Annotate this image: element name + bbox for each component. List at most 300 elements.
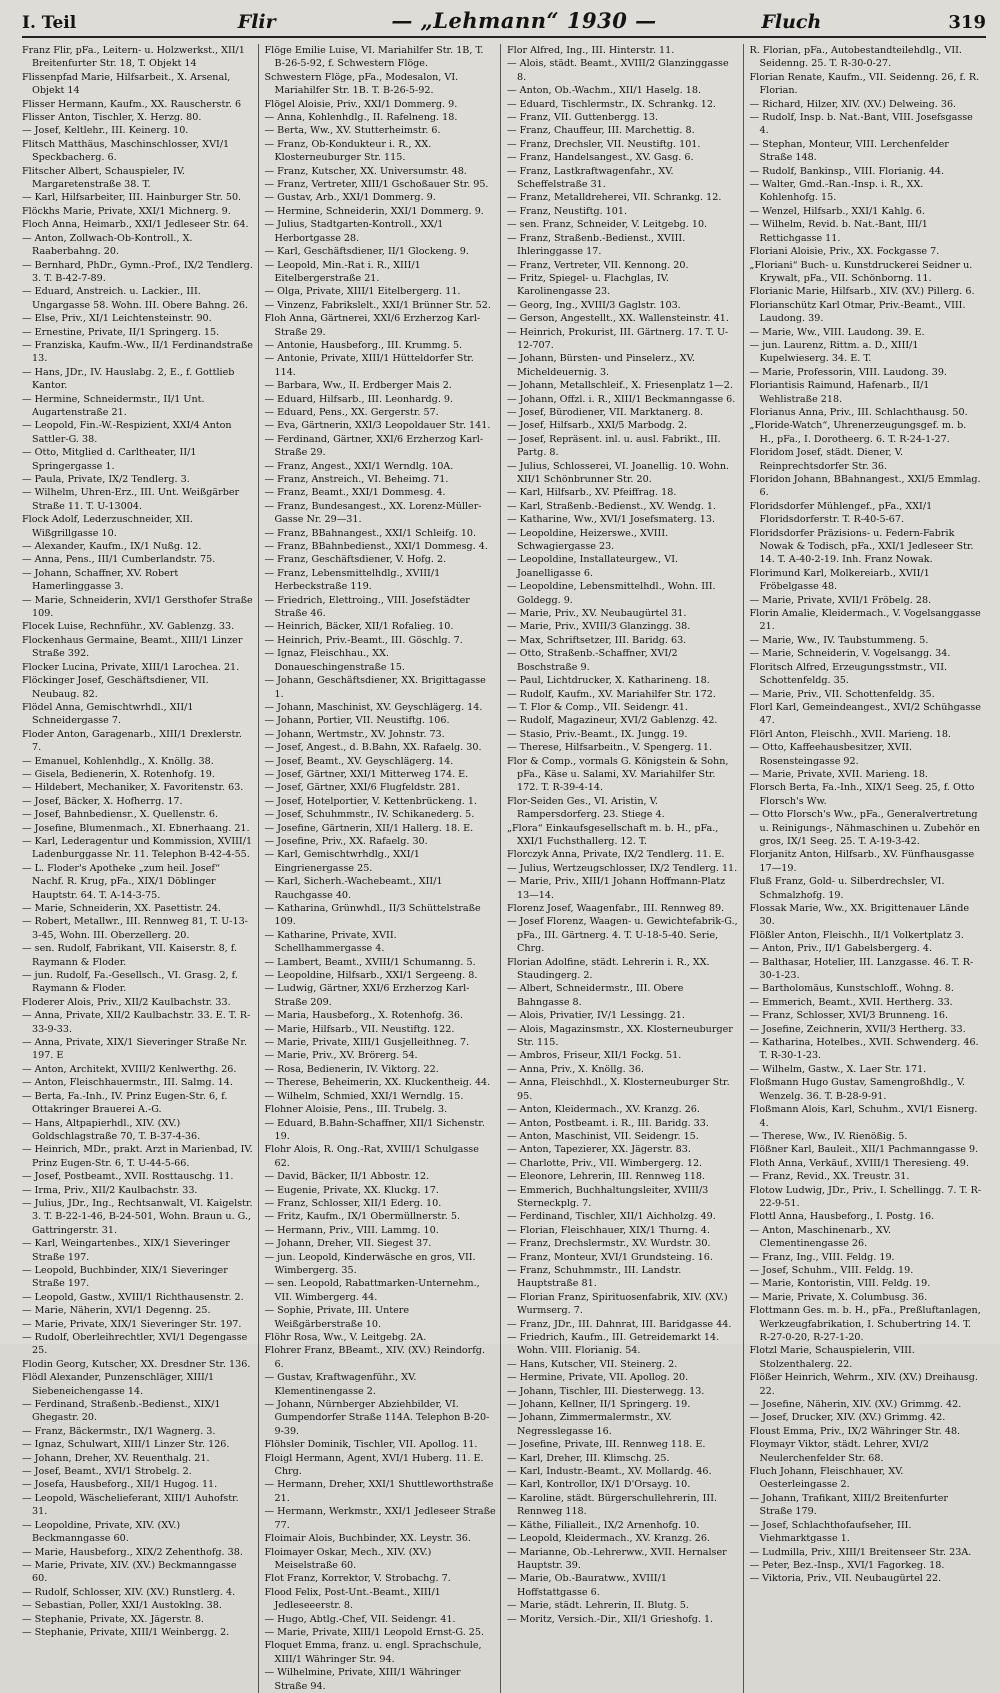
directory-entry: — Josef, Gärtner, XXI/6 Flugfeldstr. 281. xyxy=(264,782,461,794)
directory-entry: Flodin Georg, Kutscher, XX. Dresdner Str. 136. xyxy=(22,1358,251,1370)
directory-entry: — Franz, Ing., VIII. Feldg. 19. xyxy=(749,1251,895,1263)
directory-entry: — Julius, Stadtgarten-Kontroll., XX/1 Herbortgasse 28. xyxy=(264,219,444,244)
directory-entry: Floridom Josef, städt. Diener, V. Reinprechtsdorfer Str. 36. xyxy=(749,447,904,472)
directory-entry: Flock Adolf, Lederzuschneider, XII. Wißgrillgasse 10. xyxy=(22,514,193,539)
directory-entry: — Marie, Private, XIX/1 Sieveringer Str. 197. xyxy=(22,1318,242,1330)
directory-entry: — Hermann, Werkmstr., XXI/1 Jedleseer Straße 77. xyxy=(264,1506,496,1531)
directory-entry: — Anton, Priv., II/1 Gabelsbergerg. 4. xyxy=(749,943,933,955)
directory-entry: — Albert, Schneidermstr., III. Obere Bahngasse 8. xyxy=(507,983,684,1008)
directory-entry: — Marie, Priv., XV. Neubaugürtel 31. xyxy=(507,608,687,620)
directory-entry: „Floriani“ Buch- u. Kunstdruckerei Seidner u. Krywalt, pFa., VII. Schönborng. 11. xyxy=(749,259,973,284)
directory-entry: — Franz, Monteur, XVI/1 Grundsteing. 16. xyxy=(507,1251,713,1263)
directory-entry: — Karl, Straßenb.-Bedienst., XV. Wendg. 1. xyxy=(507,500,717,512)
directory-entry: — Marie, Private, X. Columbusg. 36. xyxy=(749,1291,928,1303)
directory-entry: — Marie, städt. Lehrerin, II. Blutg. 5. xyxy=(507,1600,689,1612)
directory-entry: — Alois, Privatier, IV/1 Lessingg. 21. xyxy=(507,1010,685,1022)
part-label: I. Teil xyxy=(22,13,77,33)
directory-entry: — Alois, Magazinsmstr., XX. Klosterneuburger Str. 115. xyxy=(507,1023,733,1049)
directory-entry: — Anna, Pens., III/1 Cumberlandstr. 75. xyxy=(22,554,216,566)
directory-entry: — Anton, Zollwach-Ob-Kontroll., X. Raaberbahng. 20. xyxy=(22,232,193,258)
directory-entry: — Josef, Keltlehr., III. Keinerg. 10. xyxy=(22,125,189,137)
directory-entry: — Rudolf, Insp. b. Nat.-Bant, VIII. Josefsgasse 4. xyxy=(749,112,973,137)
directory-entry: Flöhr Rosa, Ww., V. Leitgebg. 2A. xyxy=(264,1332,427,1343)
directory-entry: — Berta, Fa.-Inh., IV. Prinz Eugen-Str. 6, f. Ottakringer Brauerei A.-G. xyxy=(22,1090,228,1116)
directory-entry: Floritsch Alfred, Erzeugungsstmstr., VII. Schottenfeldg. 35. xyxy=(749,661,948,687)
directory-entry: — Franz, Bundesangest., XX. Lorenz-Müller-Gasse Nr. 29—31. xyxy=(264,500,482,526)
directory-entry: — Josef, Hilfsarb., XXI/5 Marbodg. 2. xyxy=(507,420,688,432)
directory-entry: — Leopold, Kleidermach., XV. Kranzg. 26. xyxy=(507,1533,710,1545)
directory-entry: Fluch Johann, Fleischhauer, XV. Oesterleingasse 2. xyxy=(749,1466,904,1491)
directory-entry: Flöckhs Marie, Private, XXI/1 Michnerg. 9. xyxy=(22,205,231,217)
directory-entry: — David, Bäcker, II/1 Abbostr. 12. xyxy=(264,1171,430,1183)
directory-entry: — Johann, Kellner, II/1 Springerg. 19. xyxy=(507,1399,691,1411)
directory-entry: — Hildebert, Mechaniker, X. Favoritenstr. 63. xyxy=(22,782,244,794)
directory-entry: — Franz, Handelsangest., XV. Gasg. 6. xyxy=(507,152,694,164)
directory-entry: — sen. Rudolf, Fabrikant, VII. Kaiserstr. 8, f. Raymann & Floder. xyxy=(22,943,238,968)
directory-entry: Florian Renate, Kaufm., VII. Seidenng. 26, f. R. Florian. xyxy=(749,71,980,97)
directory-entry: — Bernhard, PhDr., Gymn.-Prof., IX/2 Tendlerg. 3. T. B-42-7-89. xyxy=(22,259,253,284)
directory-entry: Flissenpfad Marie, Hilfsarbeit., X. Arsenal, Objekt 14 xyxy=(22,71,231,97)
directory-entry: — Otto Florsch's Ww., pFa., Generalvertretung u. Reinigungs-, Nähmaschinen u. Zubehör en gros, IX/1 Seeg. 25. T. A-19-3-42. xyxy=(749,809,981,847)
directory-entry: Floh Anna, Gärtnerei, XXI/6 Erzherzog Karl-Straße 29. xyxy=(264,313,481,338)
directory-entry: — Eduard, Tischlermstr., IX. Schrankg. 12. xyxy=(507,98,716,110)
directory-entry: — Josef, Gärtner, XXI/1 Mitterweg 174. E. xyxy=(264,768,469,780)
directory-entry: — Franz, BBahnangest., XXI/1 Schleifg. 10. xyxy=(264,527,477,539)
directory-entry: — Katharine, Private, XVII. Schellhammergasse 4. xyxy=(264,929,397,955)
directory-entry: — Alexander, Kaufm., IX/1 Nußg. 12. xyxy=(22,541,202,553)
directory-entry: — Josef, Beamt., XV. Geyschlägerg. 14. xyxy=(264,755,454,767)
directory-entry: — Olga, Private, XIII/1 Eitelbergerg. 11. xyxy=(264,286,461,298)
directory-entry: Flotzl Marie, Schauspielerin, VIII. Stolzenthalerg. 22. xyxy=(749,1345,915,1370)
directory-entry: — Johann, Metallschleif., X. Friesenplatz 1—2. xyxy=(507,380,733,392)
directory-entry: — Anton, Postbeamt. i. R., III. Baridg. 33. xyxy=(507,1117,709,1129)
directory-entry: — Karoline, städt. Bürgerschullehrerin, III. Rennweg 118. xyxy=(507,1492,718,1518)
directory-entry: — Rudolf, Bankinsp., VIII. Florianig. 44. xyxy=(749,165,945,177)
directory-entry: Florin Amalie, Kleidermach., V. Vogelsanggasse 21. xyxy=(749,608,981,633)
directory-entry: — Anton, Fleischhauermstr., III. Salmg. 14. xyxy=(22,1077,233,1089)
directory-entry: Flödel Anna, Gemischtwrhdl., XII/1 Schneidergasse 7. xyxy=(22,701,194,727)
directory-entry: — Johann, Dreher, XV. Reuenthalg. 21. xyxy=(22,1452,210,1464)
directory-entry: — Franz, Chauffeur, III. Marchettig. 8. xyxy=(507,125,695,137)
column-3 xyxy=(507,44,744,1693)
directory-entry: — Karl, Lederagentur und Kommission, XVIII/1 Ladenburggasse Nr. 11. Telephon B-42-4-55. xyxy=(22,835,253,861)
directory-entry: — Hermine, Private, VII. Apollog. 20. xyxy=(507,1372,689,1384)
directory-entry: — Anna, Priv., X. Knöllg. 36. xyxy=(507,1063,644,1075)
directory-entry: — Franz, Geschäftsdiener, V. Hofg. 2. xyxy=(264,554,447,566)
directory-entry: — Wilhelm, Schmied, XXI/1 Werndlg. 15. xyxy=(264,1090,464,1102)
directory-entry: — Josef, Schuhmmstr., IV. Schikanederg. 5. xyxy=(264,809,475,821)
directory-entry: Floch Anna, Heimarb., XXI/1 Jedleseer Str. 64. xyxy=(22,219,249,231)
directory-entry: — Marie, Priv., VII. Schottenfeldg. 35. xyxy=(749,688,935,700)
directory-entry: — Franz, Vertreter, XIII/1 Gschoßauer Str. 95. xyxy=(264,179,489,191)
directory-entry: — Karl, Hilfsarb., XV. Pfeiffrag. 18. xyxy=(507,487,677,499)
directory-entry: — Georg, Ing., XVIII/3 Gaglstr. 103. xyxy=(507,299,681,311)
directory-entry: Floth Anna, Verkäuf., XVIII/1 Theresieng. 49. xyxy=(749,1157,969,1169)
directory-entry: — Friedrich, Kaufm., III. Getreidemarkt 14. Wohn. VIII. Florianig. 54. xyxy=(507,1332,720,1357)
directory-entry: Floust Emma, Priv., IX/2 Währinger Str. 48. xyxy=(749,1425,961,1437)
directory-entry: — Josefine, Gärtnerin, XII/1 Hallerg. 18. E. xyxy=(264,822,474,834)
directory-entry: — Antonie, Private, XIII/1 Hütteldorfer Str. 114. xyxy=(264,353,474,378)
directory-entry: — Franz, Drechslermstr., XV. Wurdstr. 30. xyxy=(507,1238,711,1250)
last-entry-keyword: Fluch xyxy=(761,11,822,33)
directory-entry: Florczyk Anna, Private, IX/2 Tendlerg. 11. E. xyxy=(507,849,725,861)
directory-entry: — Franz, VII. Guttenbergg. 13. xyxy=(507,112,658,124)
directory-entry: — Florian, Fleischhauer, XIX/1 Thurng. 4. xyxy=(507,1224,710,1236)
directory-entry: — Franz, Kutscher, XX. Universumstr. 48. xyxy=(264,165,467,177)
directory-entry: — Johann, Tischler, III. Diesterwegg. 13. xyxy=(507,1385,705,1397)
directory-entry: „Floride-Watch“, Uhrenerzeugungsgef. m. b. H., pFa., I. Dorotheerg. 6. T. R-24-1-27. xyxy=(749,420,967,445)
directory-entry: — Marie, Private, XVII. Marieng. 18. xyxy=(749,768,928,780)
directory-entry: — Barbara, Ww., II. Erdberger Mais 2. xyxy=(264,380,452,392)
directory-entry: Floigl Hermann, Agent, XVI/1 Huberg. 11. E. Chrg. xyxy=(264,1452,484,1478)
directory-entry: — Hans, Altpapierhdl., XIV. (XV.) Goldschlagstraße 70, T. B-37-4-36. xyxy=(22,1117,201,1142)
directory-entry: Floßmann Hugo Gustav, Samengroßhdlg., V. Wenzelg. 36. T. B-28-9-91. xyxy=(749,1077,966,1102)
directory-entry: — Wilhelm, Revid. b. Nat.-Bant, III/1 Rettichgasse 11. xyxy=(749,219,928,244)
directory-entry: — Leopold, Wäschelieferant, XIII/1 Auhofstr. 31. xyxy=(22,1492,239,1518)
directory-entry: Flot Franz, Korrektor, V. Strobachg. 7. xyxy=(264,1573,451,1585)
directory-entry: — Franz, BBahnbedienst., XXI/1 Dommesg. 4. xyxy=(264,541,488,553)
directory-entry: — Franz, Schlosser, XII/1 Ederg. 10. xyxy=(264,1197,442,1209)
directory-entry: — Therese, Beheimerin, XX. Kluckentheig. 44. xyxy=(264,1077,491,1089)
directory-entry: — Marie, Private, XIII/1 Leopold Ernst-G. 25. xyxy=(264,1626,485,1638)
directory-entry: Flörl Anton, Fleischh., XVII. Marieng. 18. xyxy=(749,728,951,740)
directory-entry: — Ferdinand, Tischler, XII/1 Aichholzg. 49. xyxy=(507,1211,716,1223)
directory-entry: — Franz, Straßenb.-Bedienst., XVIII. Ihleringgasse 17. xyxy=(507,232,686,258)
directory-entry: — Josef, Beamt., XVI/1 Strobelg. 2. xyxy=(22,1466,192,1478)
directory-entry: — Käthe, Filialleit., IX/2 Arnenhofg. 10. xyxy=(507,1519,700,1531)
directory-entry: R. Florian, pFa., Autobestandteilehdlg., VII. Seidenng. 25. T. R-30-0-27. xyxy=(749,45,962,70)
directory-entry: — jun. Leopold, Kinderwäsche en gros, VII. Wimbergerg. 35. xyxy=(264,1251,476,1276)
page-title: — „Lehmann“ 1930 — xyxy=(391,8,657,33)
directory-entry: Flisser Anton, Tischler, X. Herzg. 80. xyxy=(22,112,202,124)
directory-entry: — Paula, Private, IX/2 Tendlerg. 3. xyxy=(22,474,190,485)
directory-entry: — Julius, Wertzeugschlosser, IX/2 Tendlerg. 11. xyxy=(507,862,738,874)
directory-entry: — Otto, Kaffeehausbesitzer, XVII. Rosensteingasse 92. xyxy=(749,742,913,767)
directory-entry: — Franz, Ob-Kondukteur i. R., XX. Klosterneuburger Str. 115. xyxy=(264,138,432,164)
directory-entry: — Hermine, Schneidermstr., II/1 Unt. Augartenstraße 21. xyxy=(22,393,205,418)
directory-entry: — Ignaz, Schulwart, XIII/1 Linzer Str. 126. xyxy=(22,1439,230,1451)
directory-entry: Franz Flir, pFa., Leitern- u. Holzwerkst., XII/1 Breitenfurter Str. 18, T. Objekt 14 xyxy=(22,45,245,70)
directory-entry: Floßmann Alois, Karl, Schuhm., XVI/1 Eisnerg. 4. xyxy=(749,1104,978,1129)
directory-entry: Flöckinger Josef, Geschäftsdiener, VII. Neubaug. 82. xyxy=(22,675,209,700)
directory-entry: — Therese, Hilfsarbeitn., V. Spengerg. 11. xyxy=(507,742,713,754)
directory-entry: — Franz, Anstreich., VI. Beheimg. 71. xyxy=(264,474,449,485)
directory-entry: — Gustav, Kraftwagenführ., XV. Klementinengasse 2. xyxy=(264,1372,417,1397)
directory-entry: — Franz, Drechsler, VII. Neustiftg. 101. xyxy=(507,138,701,150)
directory-entry: — Marie, Priv., XV. Brörerg. 54. xyxy=(264,1050,418,1062)
directory-entry: — Rudolf, Magazineur, XVI/2 Gablenzg. 42. xyxy=(507,715,718,727)
directory-entry: — Hugo, Abtlg.-Chef, VII. Seidengr. 41. xyxy=(264,1613,456,1625)
directory-entry: — Josefine, Blumenmach., XI. Ebnerhaang. 21. xyxy=(22,822,250,834)
directory-entry: — Heinrich, Prokurist, III. Gärtnerg. 17. T. U-12-707. xyxy=(507,326,729,351)
directory-entry: — Rudolf, Schlosser, XIV. (XV.) Runstlerg. 4. xyxy=(22,1586,236,1598)
directory-entry: — Johann, Nürnberger Abziehbilder, VI. Gumpendorfer Straße 114A. Telephon B-20-9-39. xyxy=(264,1399,490,1437)
directory-entry: Flößler Anton, Fleischh., II/1 Volkertplatz 3. xyxy=(749,929,964,941)
directory-entry: — Alois, städt. Beamt., XVIII/2 Glanzinggasse 8. xyxy=(507,58,729,83)
directory-entry: — Anton, Tapezierer, XX. Jägerstr. 83. xyxy=(507,1144,691,1156)
directory-entry: — Heinrich, MDr., prakt. Arzt in Marienbad, IV. Prinz Eugen-Str. 6, T. U-44-5-66. xyxy=(22,1144,253,1169)
directory-entry: — Katharina, Hotelbes., XVII. Schwenderg. 46. T. R-30-1-23. xyxy=(749,1037,979,1062)
page-header xyxy=(22,8,986,38)
directory-entry: Flohr Alois, R. Ong.-Rat, XVIII/1 Schulgasse 62. xyxy=(264,1144,479,1169)
directory-entry: Flödl Alexander, Punzenschläger, XIII/1 Siebeneichengasse 14. xyxy=(22,1372,215,1397)
directory-entry: — Stephan, Monteur, VIII. Lerchenfelder Straße 148. xyxy=(749,138,949,164)
directory-entry: — Karl, Weingartenbes., XIX/1 Sieveringer Straße 197. xyxy=(22,1238,230,1263)
directory-entry: — Lambert, Beamt., XVIII/1 Schumanng. 5. xyxy=(264,956,476,968)
directory-entry: — Vinzenz, Fabrikslelt., XXI/1 Brünner Str. 52. xyxy=(264,299,491,311)
directory-entry: — Johann, Wertmstr., XV. Johnstr. 73. xyxy=(264,728,445,740)
directory-entry: — Friedrich, Elettroing., VIII. Josefstädter Straße 46. xyxy=(264,594,470,620)
directory-entry: — Franz, Vertreter, VII. Kennong. 20. xyxy=(507,259,689,271)
directory-entry: — Eva, Gärtnerin, XXI/3 Leopoldauer Str. 141. xyxy=(264,420,491,432)
directory-entry: — Josef, Postbeamt., XVII. Rosttauschg. 11. xyxy=(22,1171,234,1183)
directory-entry: Florianschütz Karl Otmar, Priv.-Beamt., VIII. Laudong. 39. xyxy=(749,299,966,325)
directory-entry: — Karl, Hilfsarbeiter, III. Hainburger Str. 50. xyxy=(22,192,242,204)
directory-entry: — Emanuel, Kohlenhdlg., X. Knöllg. 38. xyxy=(22,755,214,767)
directory-entry: — Ferdinand, Straßenb.-Bedienst., XIX/1 Ghegastr. 20. xyxy=(22,1399,221,1424)
directory-entry: „Flora“ Einkaufsgesellschaft m. b. H., pFa., XXI/1 Fuchsthallerg. 12. T. xyxy=(507,822,719,847)
directory-entry: — Franz, Lebensmittelhdlg., XVIII/1 Herbeckstraße 119. xyxy=(264,567,441,593)
directory-entry: Flood Felix, Post-Unt.-Beamt., XIII/1 Jedleseeerstr. 8. xyxy=(264,1586,441,1612)
directory-entry: — Johann, Zimmermalermstr., XV. Negresslegasse 16. xyxy=(507,1412,672,1437)
directory-entry: — Julius, Schlosserei, VI. Joanellig. 10. Wohn. XII/1 Schönbrunner Str. 20. xyxy=(507,460,730,485)
directory-entry: — Johann, Bürsten- und Pinselerz., XV. Micheldeuernig. 3. xyxy=(507,353,695,378)
directory-entry: Florsch Berta, Fa.-Inh., XIX/1 Seeg. 25, f. Otto Florsch's Ww. xyxy=(749,782,975,807)
column-2 xyxy=(265,44,502,1693)
directory-entry: — Irma, Priv., XII/2 Kaulbachstr. 33. xyxy=(22,1184,198,1196)
directory-entry: Flöhsler Dominik, Tischler, VII. Apollog. 11. xyxy=(264,1439,478,1451)
directory-entry: Flitsch Matthäus, Maschinschlosser, XVI/1 Speckbacherg. 6. xyxy=(22,138,230,164)
directory-entry: Florian Adolfine, städt. Lehrerin i. R., XX. Staudingerg. 2. xyxy=(507,956,710,982)
directory-entry: Floridon Johann, BBahnangest., XXI/5 Emmlag. 6. xyxy=(749,474,981,499)
directory-entry: — Maria, Hausbeforg., X. Rotenhofg. 36. xyxy=(264,1010,464,1022)
directory-entry: — Eugenie, Private, XX. Kluckg. 17. xyxy=(264,1184,439,1196)
directory-entry: — Max, Schriftsetzer, III. Baridg. 63. xyxy=(507,634,687,646)
directory-entry: — T. Flor & Comp., VII. Seidengr. 41. xyxy=(507,701,688,713)
directory-entry: — Leopold, Fin.-W.-Respizient, XXI/4 Anton Sattler-G. 38. xyxy=(22,420,232,445)
directory-entry: — Else, Priv., XI/1 Leichtensteinstr. 90. xyxy=(22,313,212,325)
directory-entry: — Josef, Bahnbediensr., X. Quellenstr. 6. xyxy=(22,809,218,821)
directory-entry: — Gerson, Angestellt., XX. Wallensteinstr. 41. xyxy=(507,313,729,325)
directory-entry: Florimund Karl, Molkereiarb., XVII/1 Fröbelgasse 48. xyxy=(749,567,930,593)
directory-entry: — Franz, Schlosser, XVI/3 Brunneng. 16. xyxy=(749,1010,949,1022)
directory-entry: Florianus Anna, Priv., III. Schlachthausg. 50. xyxy=(749,406,968,418)
directory-entry: — Robert, Metallwr., III. Rennweg 81, T. U-13-3-45, Wohn. III. Oberzellerg. 20. xyxy=(22,916,248,941)
directory-entry: — Johann, Maschinist, XV. Geyschlägerg. 14. xyxy=(264,701,483,713)
directory-entry: — Josef, Angest., d. B.Bahn, XX. Rafaelg. 30. xyxy=(264,742,482,754)
directory-entry: — Balthasar, Hotelier, III. Lanzgasse. 46. T. R-30-1-23. xyxy=(749,956,974,982)
directory-entry: Floriani Aloisie, Priv., XX. Fockgasse 7. xyxy=(749,246,940,258)
directory-entry: — Josefine, Private, III. Rennweg 118. E. xyxy=(507,1439,706,1451)
directory-entry: — Franz, Neustiftg. 101. xyxy=(507,205,628,217)
directory-entry: — Rudolf, Kaufm., XV. Mariahilfer Str. 172. xyxy=(507,688,716,700)
directory-entry: — Franz, Metalldreherei, VII. Schrankg. 12. xyxy=(507,192,722,204)
directory-entry: Flossak Marie, Ww., XX. Brigittenauer Lände 30. xyxy=(749,903,970,928)
directory-entry: Florl Karl, Gemeindeangest., XVI/2 Schühgasse 47. xyxy=(749,701,981,727)
directory-entry: Floriantisis Raimund, Hafenarb., II/1 Wehlistraße 218. xyxy=(749,380,930,405)
directory-entry: — Stasio, Priv.-Beamt., IX. Jungg. 19. xyxy=(507,728,688,740)
directory-entry: — Gisela, Bedienerin, X. Rotenhofg. 19. xyxy=(22,768,215,780)
directory-entry: — Fritz, Spiegel- u. Flachglas, IV. Karolinengasse 23. xyxy=(507,272,669,298)
directory-entry: — Paul, Lichtdrucker, X. Katharineng. 18. xyxy=(507,675,710,687)
directory-entry: — Viktoria, Priv., VII. Neubaugürtel 22. xyxy=(749,1573,942,1585)
directory-entry: Flotow Ludwig, JDr., Priv., I. Schellingg. 7. T. R-22-9-51. xyxy=(749,1184,982,1209)
directory-entry: — Johann, Dreher, VII. Siegest 37. xyxy=(264,1238,432,1250)
directory-entry: Flößner Karl, Bauleit., XII/1 Pachmanngasse 9. xyxy=(749,1144,979,1156)
directory-entry: Flögel Aloisie, Priv., XXI/1 Dommerg. 9. xyxy=(264,98,458,110)
column-1 xyxy=(22,44,259,1693)
directory-entry: — Leopoldine, Private, XIV. (XV.) Beckmanngasse 60. xyxy=(22,1519,181,1545)
directory-entry: — Josef, Schlachthofaufseher, III. Viehmarktgasse 1. xyxy=(749,1519,912,1545)
directory-entry: — sen. Franz, Schneider, V. Leitgebg. 10. xyxy=(507,219,708,231)
directory-entry: — Ambros, Friseur, XII/1 Fockg. 51. xyxy=(507,1050,682,1062)
directory-entry: Schwestern Flöge, pFa., Modesalon, VI. Mariahilfer Str. 1B. T. B-26-5-92. xyxy=(264,71,459,97)
first-entry-keyword: Flir xyxy=(237,11,276,33)
directory-entry: — Marie, Priv., XIII/1 Johann Hoffmann-Platz 13—14. xyxy=(507,876,726,901)
directory-entry: Florianic Marie, Hilfsarb., XIV. (XV.) Pillerg. 6. xyxy=(749,286,975,298)
directory-entry: — Josef, Bäcker, X. Hofherrg. 17. xyxy=(22,795,183,807)
directory-entry: Floridsdorfer Präzisions- u. Federn-Fabrik Nowak & Todisch, pFa., XXI/1 Jedleseer Str. 14. T. A-40-2-19. Inh. Franz Nowak. xyxy=(749,527,974,566)
directory-entry: — Karl, Geschäftsdiener, II/1 Glockeng. 9. xyxy=(264,246,469,258)
directory-entry: Flöge Emilie Luise, VI. Mariahilfer Str. 1B, T. B-26-5-92, f. Schwestern Flöge. xyxy=(264,45,484,70)
directory-entry: — Karl, Kontrollor, IX/1 D'Orsayg. 10. xyxy=(507,1479,691,1491)
directory-entry: — jun. Laurenz, Rittm. a. D., XIII/1 Kupelwieserg. 34. E. T. xyxy=(749,339,919,365)
directory-entry: — Josef, Hotelportier, V. Kettenbrückeng. 1. xyxy=(264,795,477,807)
directory-entry: — Bartholomäus, Kunstschloff., Wohng. 8. xyxy=(749,983,954,995)
directory-entry: Flohner Aloisie, Pens., III. Trubelg. 3. xyxy=(264,1104,448,1116)
directory-entry: — Katharine, Ww., XVI/1 Josefsmaterg. 13. xyxy=(507,514,716,526)
directory-entry: — Josefine, Zeichnerin, XVII/3 Hertherg. 33. xyxy=(749,1023,966,1035)
directory-entry: — L. Floder's Apotheke „zum heil. Josef“ Nachf. R. Krug, pFa., XIX/1 Döblinger Hauptstr. 64. T. A-14-3-75. xyxy=(22,862,221,901)
directory-entry: — Otto, Straßenb.-Schaffner, XVI/2 Boschstraße 9. xyxy=(507,648,678,673)
directory-entry: — Marie, Ww., IV. Taubstummeng. 5. xyxy=(749,634,929,646)
directory-entry: Floderer Alois, Priv., XII/2 Kaulbachstr. 33. xyxy=(22,996,231,1008)
directory-entry: — Leopoldine, Heizerswe., XVIII. Schwagiergasse 23. xyxy=(507,527,669,553)
directory-entry: — Ernestine, Private, II/1 Springerg. 15. xyxy=(22,326,220,338)
directory-entry: — Johann, Portier, VII. Neustiftg. 106. xyxy=(264,715,450,727)
directory-entry: — Antonie, Hausbeforg., III. Krummg. 5. xyxy=(264,339,463,351)
directory-entry: — Leopold, Min.-Rat i. R., XIII/1 Eitelbergerstraße 21. xyxy=(264,259,421,284)
directory-entry: — Anna, Kohlenhdlg., II. Rafelneng. 18. xyxy=(264,112,458,124)
directory-entry: — Josef, Bürodiener, VII. Marktanerg. 8. xyxy=(507,406,704,418)
directory-entry: — Wenzel, Hilfsarb., XXI/1 Kahlg. 6. xyxy=(749,205,925,217)
directory-entry: — Otto, Mitglied d. Carltheater, II/1 Springergasse 1. xyxy=(22,447,197,472)
directory-entry: — Anna, Private, XII/2 Kaulbachstr. 33. E. T. R-33-9-33. xyxy=(22,1010,251,1035)
directory-entry: — Heinrich, Priv.-Beamt., III. Göschlg. 7. xyxy=(264,634,463,646)
directory-entry: — Ferdinand, Gärtner, XXI/6 Erzherzog Karl-Straße 29. xyxy=(264,433,484,459)
directory-entry: — Sophie, Private, III. Untere Weißgärberstraße 10. xyxy=(264,1305,410,1330)
directory-entry: — Heinrich, Bäcker, XII/1 Rofalieg. 10. xyxy=(264,621,454,633)
directory-entry: — Josef, Repräsent. inl. u. ausl. Fabrikt., III. Partg. 8. xyxy=(507,433,721,459)
directory-entry: — Karl, Industr.-Beamt., XV. Mollardg. 46. xyxy=(507,1466,712,1478)
directory-entry: — Marie, Professorin, VIII. Laudong. 39. xyxy=(749,366,947,378)
directory-entry: — Richard, Hilzer, XIV. (XV.) Delweing. 36. xyxy=(749,98,957,110)
directory-entry: — Franz, JDr., III. Dahnrat, III. Baridgasse 44. xyxy=(507,1318,732,1330)
directory-entry: — Leopold, Buchbinder, XIX/1 Sieveringer Straße 197. xyxy=(22,1264,228,1290)
directory-entry: — Hans, Kutscher, VII. Steinerg. 2. xyxy=(507,1358,678,1370)
directory-entry: — Wilhelmine, Private, XIII/1 Währinger Straße 94. xyxy=(264,1667,461,1692)
directory-entry: — Florian Franz, Spirituosenfabrik, XIV. (XV.) Wurmserg. 7. xyxy=(507,1291,728,1317)
directory-entry: — Marie, Schneiderin, XX. Pasettistr. 24. xyxy=(22,903,221,914)
directory-entry: Flor-Seiden Ges., VI. Aristin, V. Rampersdorferg. 23. Stiege 4. xyxy=(507,795,665,821)
directory-entry: Floymayr Viktor, städt. Lehrer, XVI/2 Neulerchenfelder Str. 68. xyxy=(749,1439,929,1464)
directory-entry: Floimair Alois, Buchbinder, XX. Leystr. 36. xyxy=(264,1533,471,1545)
directory-entry: — Eduard, Pens., XX. Gergerstr. 57. xyxy=(264,406,439,418)
directory-entry: — sen. Leopold, Rabattmarken-Unternehm., VII. Wimbergerg. 44. xyxy=(264,1278,480,1303)
directory-entry: — Walter, Gmd.-Ran.-Insp. i. R., XX. Kohlenhofg. 15. xyxy=(749,179,924,204)
directory-entry: — Josefine, Priv., XX. Rafaelg. 30. xyxy=(264,835,428,847)
directory-entry: — Marie, Hausbeforg., XIX/2 Zehenthofg. 38. xyxy=(22,1546,243,1558)
directory-entry: — Marie, Private, XIII/1 Gusjelleithneg. 7. xyxy=(264,1037,470,1049)
directory-entry: — Wilhelm, Gastw., X. Laer Str. 171. xyxy=(749,1063,927,1075)
directory-entry: — Marie, Hilfsarb., VII. Neustiftg. 122. xyxy=(264,1023,455,1035)
directory-entry: Flocker Lucina, Private, XIII/1 Larochea. 21. xyxy=(22,661,240,673)
directory-entry: — Marie, Ob.-Bauratww., XVIII/1 Hoffstattgasse 6. xyxy=(507,1573,667,1598)
directory-entry: Flor Alfred, Ing., III. Hinterstr. 11. xyxy=(507,45,675,56)
directory-entry: — Rudolf, Oberleihrechtler, XVI/1 Degengasse 25. xyxy=(22,1332,248,1357)
directory-entry: Flocek Luise, Rechnführ., XV. Gablenzg. 33. xyxy=(22,621,235,633)
directory-entry: Floder Anton, Garagenarb., XIII/1 Drexlerstr. 7. xyxy=(22,728,242,754)
directory-entry: — Anton, Kleidermach., XV. Kranzg. 26. xyxy=(507,1104,700,1116)
directory-entry: — Marie, Priv., XVIII/3 Glanzingg. 38. xyxy=(507,621,691,633)
directory-entry: — Marianne, Ob.-Lehrerww., XVII. Hernalser Hauptstr. 39. xyxy=(507,1546,727,1571)
directory-entry: — Franz, Beamt., XXI/1 Dommesg. 4. xyxy=(264,487,446,499)
directory-entry: — Marie, Private, XVII/1 Fröbelg. 28. xyxy=(749,594,932,606)
directory-entry: — Eleonore, Lehrerin, III. Rennweg 118. xyxy=(507,1171,706,1183)
column-4 xyxy=(750,44,987,1693)
directory-entry: — Rosa, Bedienerin, IV. Viktorg. 22. xyxy=(264,1063,439,1075)
directory-entry: — Hermann, Dreher, XXI/1 Shuttleworthstraße 21. xyxy=(264,1479,494,1504)
directory-entry: Flottl Anna, Hausbeforg., I. Postg. 16. xyxy=(749,1211,935,1223)
directory-entry: — Leopoldine, Hilfsarb., XXI/1 Sergeeng. 8. xyxy=(264,970,478,982)
directory-entry: — Charlotte, Priv., VII. Wimbergerg. 12. xyxy=(507,1157,703,1169)
directory-entry: — Anna, Fleischhdl., X. Klosterneuburger Str. 95. xyxy=(507,1077,730,1102)
directory-entry: — Hermann, Priv., VIII. Lammg. 10. xyxy=(264,1224,439,1236)
directory-entry: — Stephanie, Private, XX. Jägerstr. 8. xyxy=(22,1613,204,1625)
directory-entry: — Karl, Dreher, III. Klimschg. 25. xyxy=(507,1452,670,1464)
directory-entry: — Marie, Private, XIV. (XV.) Beckmanngasse 60. xyxy=(22,1559,237,1585)
directory-entry: — Johann, Schaffner, XV. Robert Hamerlinggasse 3. xyxy=(22,567,179,593)
directory-entry: Floquet Emma, franz. u. engl. Sprachschule, XIII/1 Währinger Str. 94. xyxy=(264,1640,482,1665)
directory-entry: Flohrer Franz, BBeamt., XIV. (XV.) Reindorfg. 6. xyxy=(264,1345,485,1370)
directory-entry: — Marie, Ww., VIII. Laudong. 39. E. xyxy=(749,326,925,338)
directory-entry: Flisser Hermann, Kaufm., XX. Rauscherstr. 6 xyxy=(22,98,242,110)
directory-entry: — Hans, JDr., IV. Hauslabg. 2, E., f. Gottlieb Kantor. xyxy=(22,366,235,392)
directory-entry: — Emmerich, Beamt., XVII. Hertherg. 33. xyxy=(749,996,953,1008)
directory-columns xyxy=(22,44,986,1692)
directory-entry: — Johann, Geschäftsdiener, XX. Brigittagasse 1. xyxy=(264,675,486,700)
directory-entry: Floridsdorfer Mühlengef., pFa., XXI/1 Floridsdorferstr. T. R-40-5-67. xyxy=(749,500,933,526)
directory-entry: — jun. Rudolf, Fa.-Gesellsch., VI. Grasg. 2, f. Raymann & Floder. xyxy=(22,970,238,995)
directory-entry: Flößer Heinrich, Wehrm., XIV. (XV.) Dreihausg. 22. xyxy=(749,1372,978,1397)
directory-entry: Flor & Comp., vormals G. Königstein & Sohn, pFa., Käse u. Salami, XV. Mariahilfer Str. 172. T. R-39-4-14. xyxy=(507,755,729,794)
directory-entry: — Johann, Trafikant, XIII/2 Breitenfurter Straße 179. xyxy=(749,1492,949,1518)
directory-entry: — Marie, Näherin, XVI/1 Degenng. 25. xyxy=(22,1305,211,1317)
directory-entry: — Moritz, Versich.-Dir., XII/1 Grieshofg. 1. xyxy=(507,1613,714,1625)
directory-entry: Floimayer Oskar, Mech., XIV. (XV.) Meiselstraße 60. xyxy=(264,1546,432,1571)
directory-entry: — Hermine, Schneiderin, XXI/1 Dommerg. 9. xyxy=(264,205,484,217)
directory-entry: — Eduard, B.Bahn-Schaffner, XII/1 Sichenstr. 19. xyxy=(264,1117,485,1142)
directory-entry: — Eduard, Anstreich. u. Lackier., III. Ungargasse 58. Wohn. III. Obere Bahng. 26. xyxy=(22,286,248,311)
directory-entry: — Anton, Maschinist, VII. Seidengr. 15. xyxy=(507,1130,699,1142)
directory-entry: — Therese, Ww., IV. Rienößig. 5. xyxy=(749,1130,908,1142)
directory-entry: — Berta, Ww., XV. Stutterheimstr. 6. xyxy=(264,125,441,137)
directory-entry: — Katharina, Grünwhdl., II/3 Schüttelstraße 109. xyxy=(264,903,481,928)
directory-entry: — Marie, Schneiderin, V. Vogelsangg. 34. xyxy=(749,648,951,660)
directory-entry: — Franz, Revid., XX. Treustr. 31. xyxy=(749,1171,910,1183)
directory-entry: Fluß Franz, Gold- u. Silberdrechsler, VI. Schmalzhofg. 19. xyxy=(749,876,945,901)
directory-entry: — Sebastian, Poller, XXI/1 Austoklng. 38. xyxy=(22,1600,222,1612)
